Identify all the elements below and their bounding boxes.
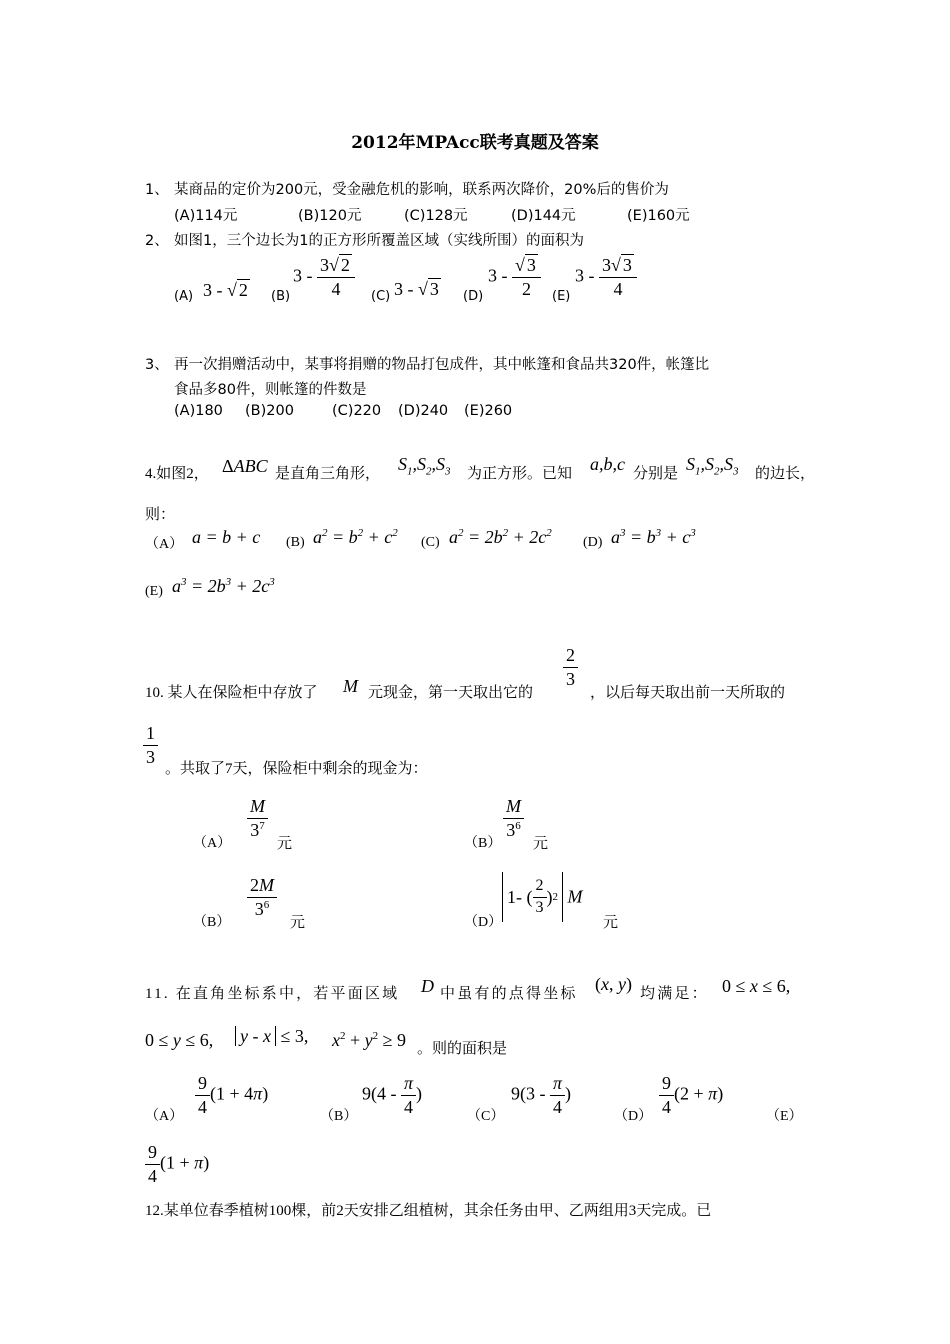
- q4-mid3: 分别是: [633, 466, 679, 482]
- q11-label-e: （E）: [766, 1109, 803, 1124]
- q10-m: M: [343, 676, 358, 696]
- q2-formula-d: 3 - $\frac{√ 3}{2}$: [488, 256, 541, 299]
- q4-label-b: (B): [286, 535, 305, 550]
- q4-mid4: 的边长，: [755, 466, 816, 482]
- q1-text: 某商品的定价为200元，受金融危机的影响，联系两次降价，20%后的售价为: [174, 182, 669, 198]
- q11-d: D: [421, 976, 434, 996]
- q4-formula-c: $a^2 = 2b^2 + 2c^2$: [449, 527, 552, 547]
- q2-label-d: (D): [463, 289, 484, 304]
- q1-option-c: (C)128元: [404, 208, 468, 224]
- q4-squares-1: $S_1,S_2,S_3$: [398, 454, 451, 478]
- q10-mid1: 元现金，第一天取出它的: [368, 685, 534, 701]
- q10-formula-c: $\frac{2M}{3^6}$: [247, 876, 277, 919]
- q4-line2: 则：: [145, 507, 176, 523]
- q1-option-e: (E)160元: [627, 208, 690, 224]
- q3-option-a: (A)180: [174, 403, 223, 419]
- q2-number: 2、: [145, 233, 169, 249]
- q2-formula-c: 3 - √ 3: [394, 279, 439, 299]
- q4-mid1: 是直角三角形，: [275, 466, 381, 482]
- page-title: 2012年MPAcc联考真题及答案: [351, 133, 599, 153]
- q12-text: 12.某单位春季植树100棵，前2天安排乙组植树，其余任务由甲、乙两组用3天完成。已: [145, 1203, 712, 1219]
- q10-formula-a: $\frac{M}{3^7}$: [247, 797, 268, 840]
- q2-formula-a: 3 - √ 2: [203, 280, 248, 300]
- q1-number: 1、: [145, 182, 169, 198]
- q10-frac-one-third: $\frac{1}{3}$: [143, 724, 158, 767]
- q1-option-b: (B)120元: [298, 208, 362, 224]
- q10-label-a: （A）: [193, 836, 232, 851]
- q3-option-b: (B)200: [245, 403, 294, 419]
- q10-mid2: ，以后每天取出前一天所取的: [590, 685, 786, 701]
- q10-formula-b: $\frac{M}{3^6}$: [503, 797, 524, 840]
- q11-label-d: （D）: [614, 1109, 653, 1124]
- q4-label-a: （A）: [145, 537, 184, 552]
- q3-line2: 食品多80件，则帐篷的件数是: [174, 382, 367, 398]
- q3-line1: 再一次捐赠活动中，某事将捐赠的物品打包成件，其中帐篷和食品共320件，帐篷比: [174, 357, 710, 373]
- q4-abc: a,b,c: [590, 454, 625, 474]
- q2-label-c: (C): [371, 289, 391, 304]
- q11-cond-y: 0 ≤ y ≤ 6,: [145, 1030, 214, 1050]
- q4-label-c: (C): [421, 535, 440, 550]
- q11-formula-d: $\frac{9}{4}$ (2 + π): [659, 1074, 723, 1117]
- q3-option-e: (E)260: [464, 403, 513, 419]
- q4-mid2: 为正方形。已知: [467, 466, 573, 482]
- q11-formula-c: 9(3 - $\frac{\pi}{4}$ ): [511, 1073, 572, 1117]
- q4-formula-b: $a^2 = b^2 + c^2$: [313, 527, 398, 547]
- q4-label-d: (D): [583, 535, 603, 550]
- q3-option-c: (C)220: [332, 403, 382, 419]
- q11-formula-b: 9(4 - $\frac{\pi}{4}$ ): [362, 1073, 423, 1117]
- q11-label-b: （B）: [320, 1109, 358, 1124]
- q11-label-a: （A）: [145, 1109, 184, 1124]
- q4-formula-d: $a^3 = b^3 + c^3$: [611, 527, 696, 547]
- q2-formula-b: 3 - $\frac{3√ 2}{4}$: [293, 256, 355, 299]
- q10-unit-d: 元: [603, 915, 619, 931]
- q1-option-a: (A)114元: [174, 208, 238, 224]
- q11-cond-abs: y - x ≤ 3,: [235, 1026, 308, 1047]
- q3-option-d: (D)240: [398, 403, 449, 419]
- q10-label-d: （D）: [464, 915, 503, 930]
- q10-unit-a: 元: [277, 836, 293, 852]
- q10-unit-c: 元: [290, 915, 306, 931]
- q10-formula-d: 1- ( $\frac{2}{3}$ ) 2 M: [502, 872, 583, 922]
- q4-triangle: ΔABC: [222, 456, 268, 476]
- q2-label-a: (A): [174, 289, 194, 304]
- q10-frac-two-thirds: $\frac{2}{3}$: [563, 646, 578, 689]
- q2-formula-e: 3 - $\frac{3√ 3}{4}$: [575, 256, 637, 299]
- q10-line2: 。共取了7天，保险柜中剩余的现金为：: [165, 761, 428, 777]
- q11-formula-e: $\frac{9}{4}$ (1 + π): [145, 1143, 209, 1186]
- q11-xy: (x, y): [595, 974, 632, 994]
- q10-label-b: （B）: [464, 836, 502, 851]
- q10-unit-b: 元: [533, 836, 549, 852]
- q11-mid1: 中虽有的点得坐标: [440, 986, 578, 1002]
- q4-squares-2: $S_1,S_2,S_3$: [686, 454, 739, 478]
- q11-line2-end: 。则的面积是: [417, 1041, 508, 1057]
- q2-label-b: (B): [271, 289, 291, 304]
- q11-cond-circle: $x^2 + y^2 \ge 9$: [332, 1030, 407, 1050]
- q1-option-d: (D)144元: [511, 208, 576, 224]
- q10-prefix: 10. 某人在保险柜中存放了: [145, 685, 318, 701]
- q2-text: 如图1，三个边长为1的正方形所覆盖区域（实线所围）的面积为: [174, 233, 584, 249]
- q3-number: 3、: [145, 357, 169, 373]
- q4-formula-e: $a^3 = 2b^3 + 2c^3$: [172, 576, 275, 596]
- q4-prefix: 4.如图2，: [145, 466, 209, 482]
- q11-formula-a: $\frac{9}{4}$ (1 + 4π): [195, 1074, 268, 1117]
- q10-label-c: （B）: [193, 915, 231, 930]
- q4-label-e: (E): [145, 584, 163, 599]
- q11-label-c: （C）: [467, 1109, 505, 1124]
- q11-mid2: 均满足：: [640, 986, 709, 1002]
- q11-cond-x: 0 ≤ x ≤ 6,: [722, 976, 791, 996]
- q2-label-e: (E): [552, 289, 571, 304]
- q4-formula-a: a = b + c: [192, 527, 261, 547]
- q11-prefix: 11. 在直角坐标系中，若平面区域: [145, 986, 400, 1002]
